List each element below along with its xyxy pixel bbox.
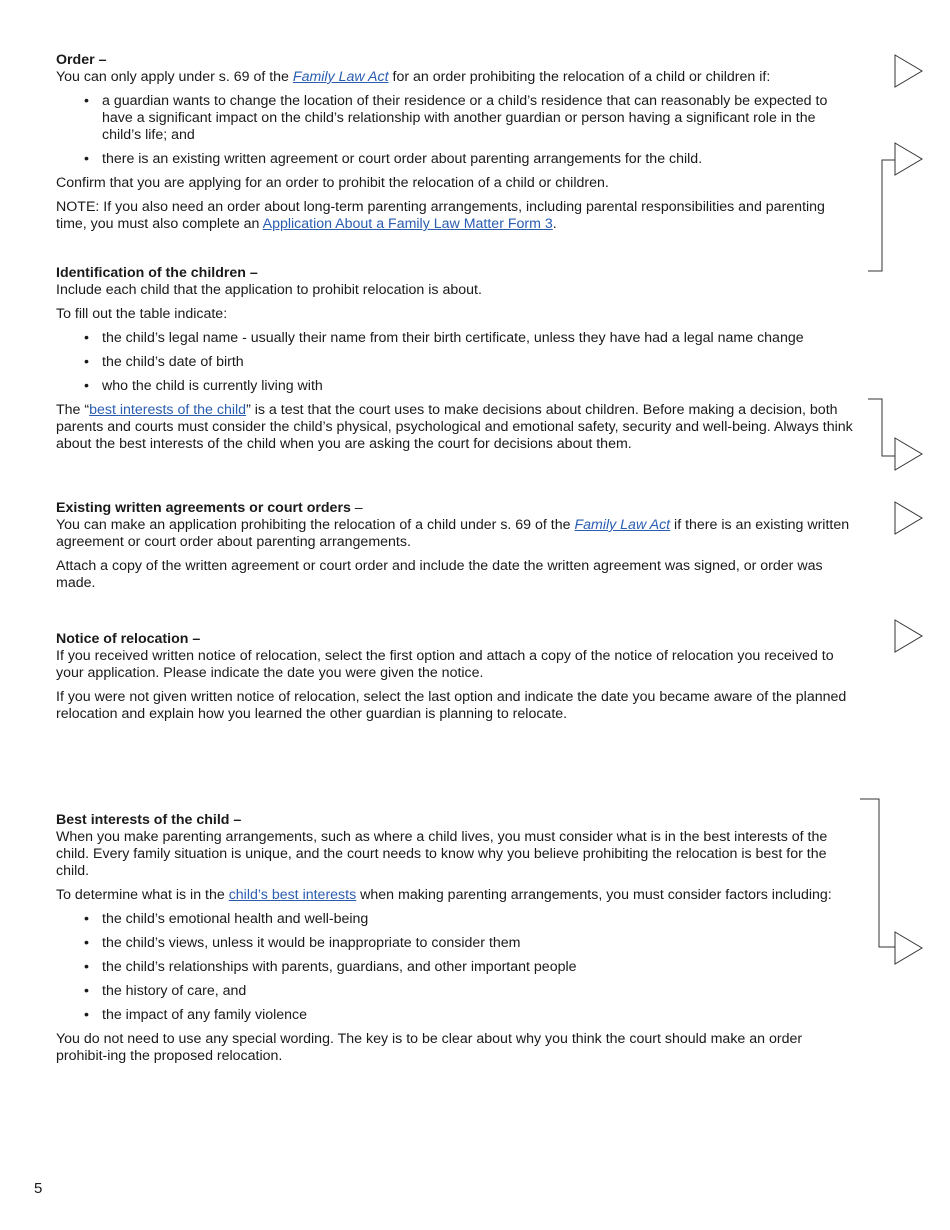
identification-intro: Include each child that the application to prohibit relocation is about.	[56, 282, 482, 298]
order-intro	[56, 69, 856, 86]
notice-p2: If you were not given written notice of relocation, select the last option and indicate the date you became aware of the planned relocation and explain how you learned the other guardian is planning to relocate.	[56, 689, 847, 722]
list-item: • the child’s legal name - usually their name from their birth certificate, unless they have had a legal name change	[102, 330, 856, 347]
list-item: • the impact of any family violence	[102, 1007, 856, 1024]
pointer-triangle-icon	[895, 438, 922, 470]
page-number: 5	[34, 1180, 43, 1197]
text-run: Existing written agreements or court orders	[56, 500, 351, 516]
pointer-triangle-icon	[895, 620, 922, 652]
list-item: • the child’s date of birth	[102, 354, 856, 371]
bracket-line	[868, 399, 895, 456]
text-run: You can only apply under s. 69 of the	[56, 69, 293, 85]
pointer-triangle-icon	[895, 143, 922, 175]
bracket-line	[868, 160, 895, 271]
section-best-interests	[56, 812, 856, 1065]
best-p2	[56, 887, 856, 904]
text-run: ” is a test that the court uses to make decisions about children. Before making a decision, both parents and courts must consider the child’s physical, psychological and emotional safety, security and well-being. Always think about the best interests of the child when you are asking the court for decisions about them.	[56, 402, 853, 452]
list-item: • the child’s emotional health and well-being	[102, 911, 856, 928]
best-interests-factors-list	[56, 911, 856, 1024]
pointer-triangle-icon	[895, 502, 922, 534]
existing-p2: Attach a copy of the written agreement or court order and include the date the written agreement was signed, or order was made.	[56, 558, 823, 591]
section-heading-best-interests: Best interests of the child –	[56, 812, 242, 828]
identification-table-intro: To fill out the table indicate:	[56, 306, 228, 322]
text-run: –	[350, 500, 363, 516]
family-law-act-link[interactable]: Family Law Act	[574, 517, 671, 533]
order-conditions-list	[56, 93, 856, 168]
text-run: when making parenting arrangements, you must consider factors including:	[356, 887, 832, 903]
family-law-act-link[interactable]: Family Law Act	[292, 69, 389, 85]
notice-p1: If you received written notice of relocation, select the first option and attach a copy of the notice of relocation you received to your application. Please indicate the date you were given the notice.	[56, 648, 834, 681]
identification-list	[56, 330, 856, 395]
section-heading-order: Order –	[56, 52, 107, 68]
text-run: if there is an existing written agreement or court order about parenting arrangements.	[56, 517, 850, 550]
best-interests-definition	[56, 402, 856, 453]
text-run: You can make an application prohibiting the relocation of a child under s. 69 of the	[56, 517, 575, 533]
existing-p1	[56, 517, 856, 551]
order-confirm: Confirm that you are applying for an order to prohibit the relocation of a child or children.	[56, 175, 609, 191]
section-existing-agreements	[56, 500, 856, 592]
pointer-triangle-icon	[895, 55, 922, 87]
text-run: NOTE: If you also need an order about long-term parenting arrangements, including parental responsibilities and parenting time, you must also complete an	[56, 199, 825, 232]
list-item: • the history of care, and	[102, 983, 856, 1000]
bracket-line	[860, 799, 895, 947]
list-item: • there is an existing written agreement or court order about parenting arrangements for the child.	[102, 151, 856, 168]
list-item: • the child’s views, unless it would be inappropriate to consider them	[102, 935, 856, 952]
childs-best-interests-link[interactable]: child’s best interests	[228, 887, 357, 903]
best-p1: When you make parenting arrangements, such as where a child lives, you must consider what is in the best interests of the child. Every family situation is unique, and the court needs to know why you believe prohibiting the relocation is best for the child.	[56, 829, 828, 879]
list-item: • the child’s relationships with parents, guardians, and other important people	[102, 959, 856, 976]
text-run: for an order prohibiting the relocation of a child or children if:	[388, 69, 771, 85]
document-body	[56, 52, 856, 1072]
pointer-triangle-icon	[895, 932, 922, 964]
section-heading-notice: Notice of relocation –	[56, 631, 201, 647]
text-run: .	[552, 216, 557, 232]
section-heading-existing	[56, 500, 856, 517]
list-item: • a guardian wants to change the location of their residence or a child’s residence that can reasonably be expected to have a significant impact on the child’s relationship with another guardian or person having a significant role in the child’s life; and	[102, 93, 856, 144]
section-notice-of-relocation	[56, 631, 856, 723]
best-interests-link[interactable]: best interests of the child	[89, 402, 247, 418]
section-identification	[56, 265, 856, 453]
section-order	[56, 52, 856, 233]
list-item: • who the child is currently living with	[102, 378, 856, 395]
form-3-link[interactable]: Application About a Family Law Matter Form 3	[262, 216, 553, 232]
best-closing: You do not need to use any special wording. The key is to be clear about why you think the court should make an order prohibit-ing the proposed relocation.	[56, 1031, 803, 1064]
text-run: To determine what is in the	[56, 887, 229, 903]
order-note	[56, 199, 856, 233]
section-heading-identification: Identification of the children –	[56, 265, 258, 281]
text-run: The “	[56, 402, 90, 418]
